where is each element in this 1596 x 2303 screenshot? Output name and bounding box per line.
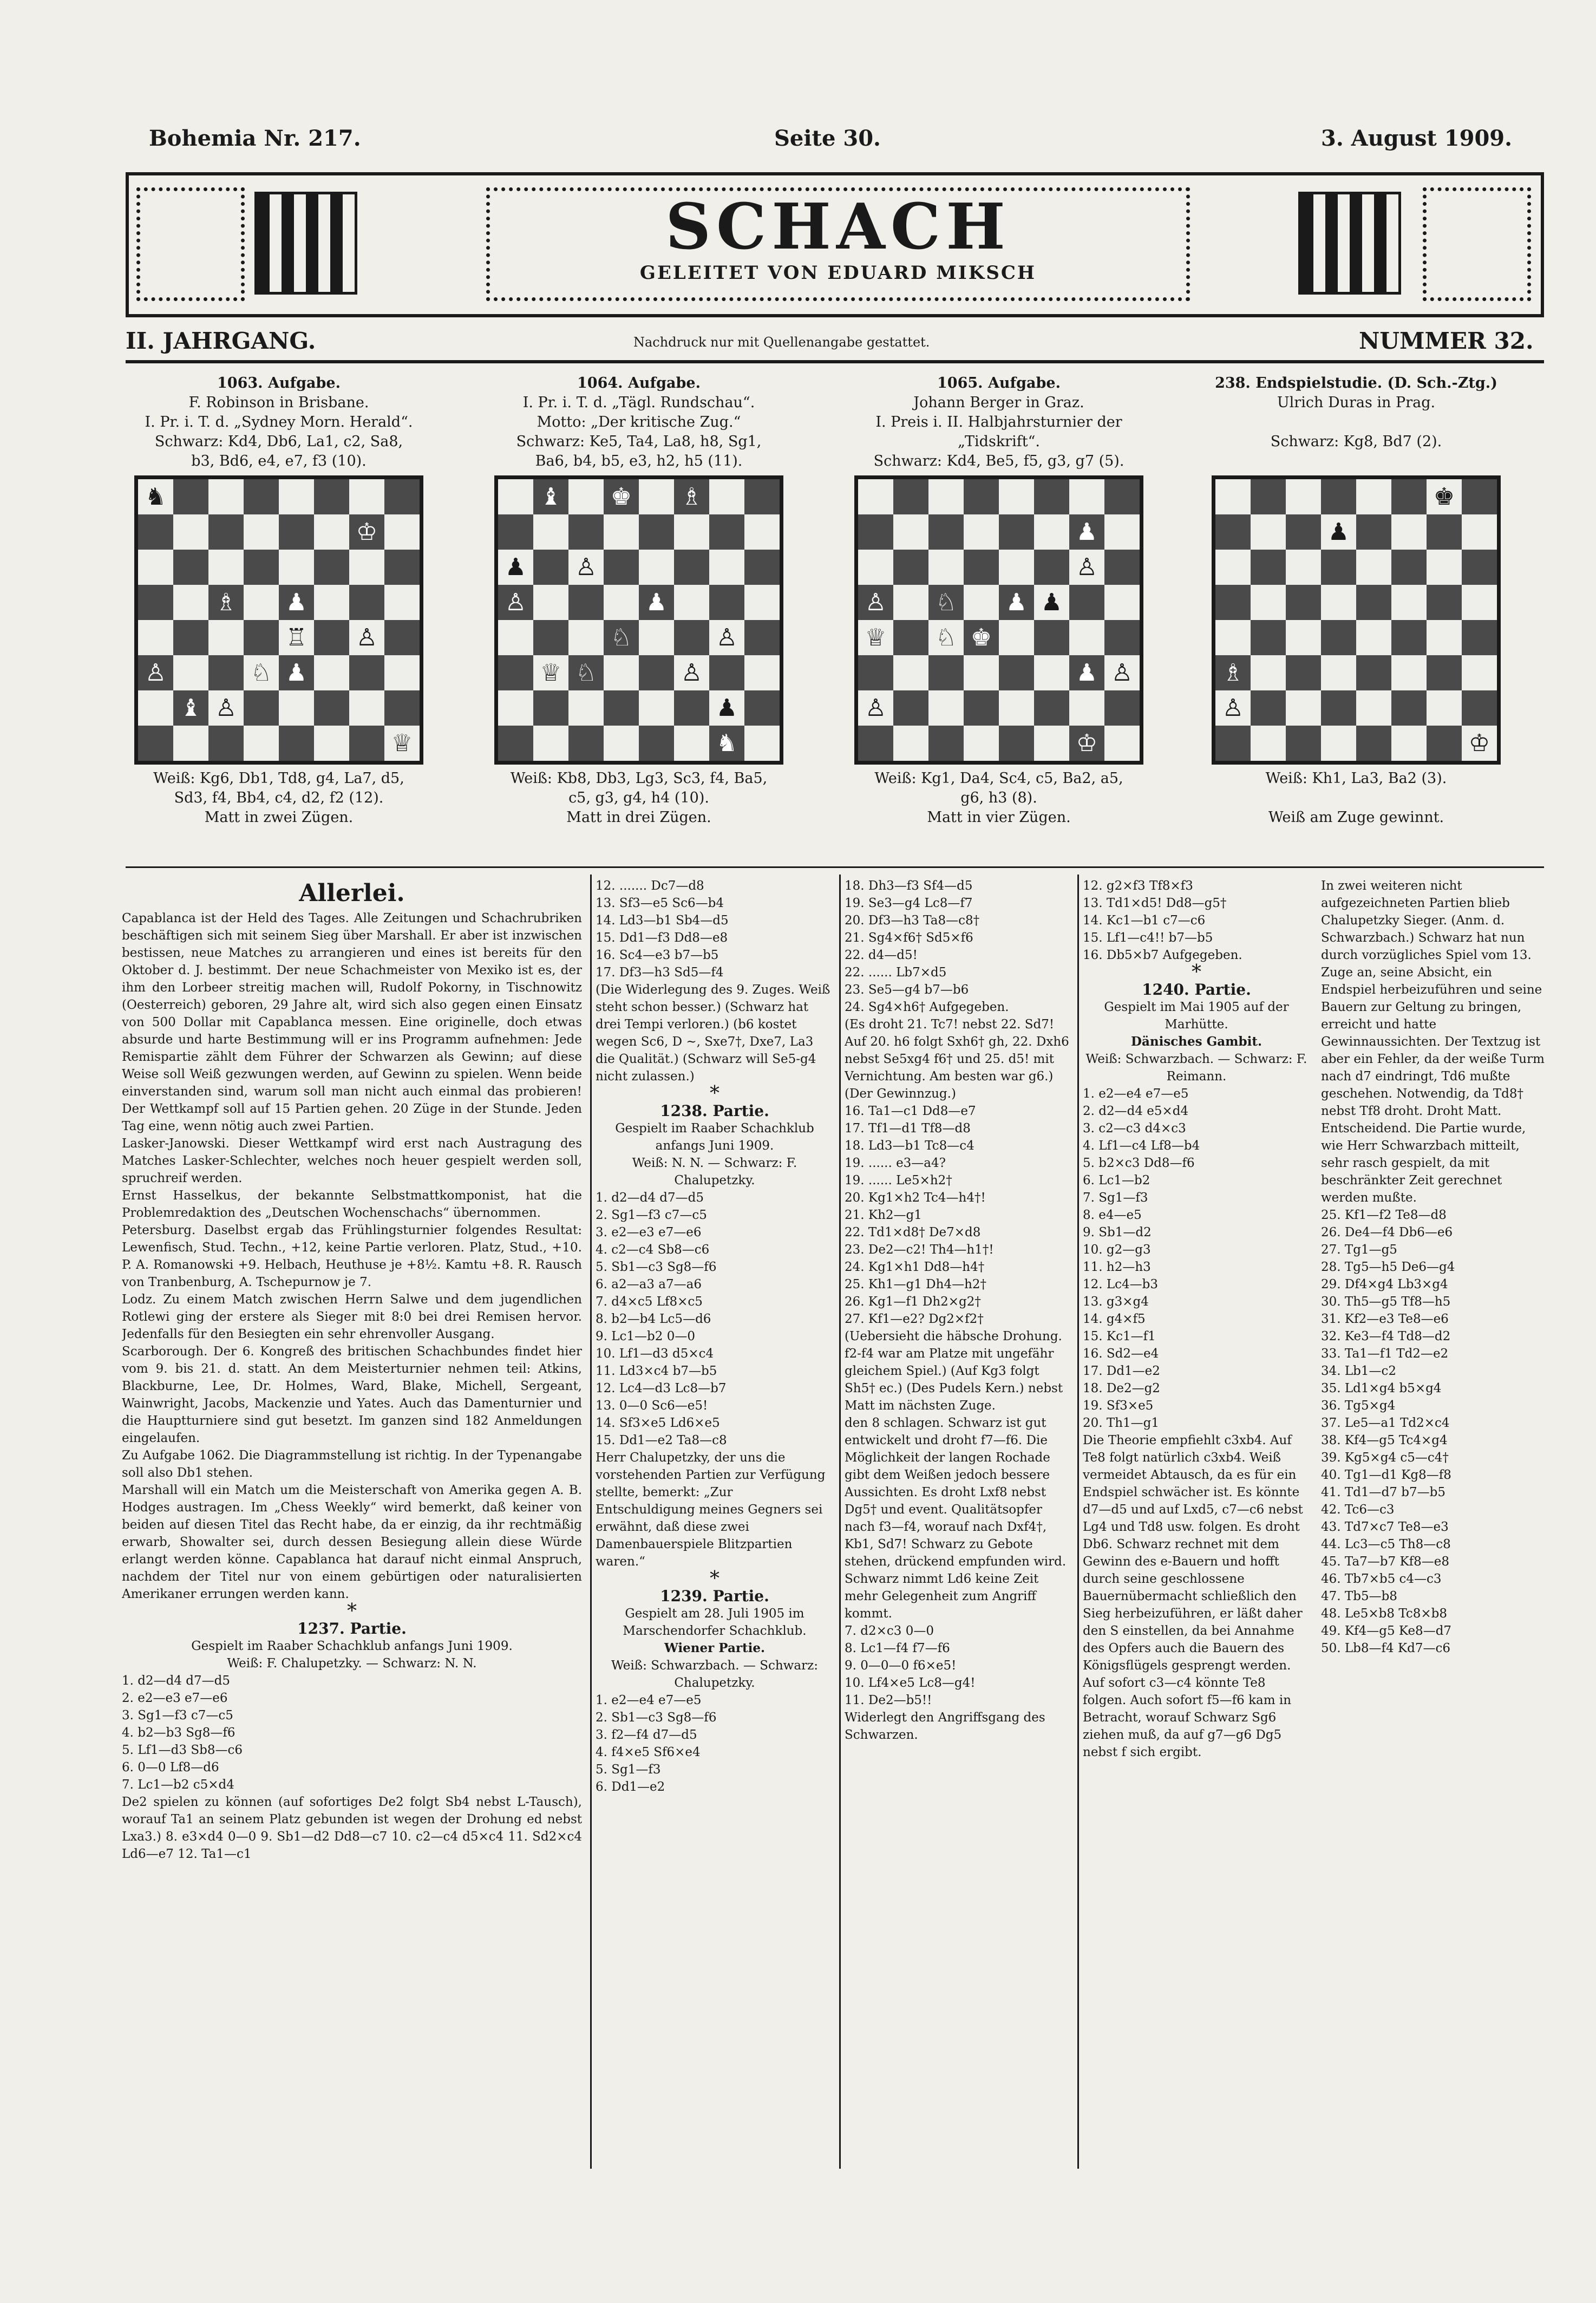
section-title: Allerlei. [299,879,405,907]
game-move: 8. Lc1—f4 f7—f6 [845,1641,950,1655]
game-move: 26. De4—f4 Db6—e6 [1321,1225,1453,1239]
issue-number: NUMMER 32. [1359,328,1534,354]
game-move: 13. g3×g4 [1083,1295,1149,1309]
problem-composer: Ulrich Duras in Prag. [1277,394,1436,411]
game-intro: Gespielt am 28. Juli 1905 im Marschendorfer Schachklub. [623,1607,807,1638]
column-1: Allerlei. Capablanca ist der Held des Tages. Alle Zeitungen und Schachrubriken beschäftigen sich mit seinem Sieg über Marshall. Er aber ist inzwischen bestissen, neue Matches zu arrangieren und eines ist bereits für den Oktober d. J. bestimmt. Der neue Schachmeister von Mexiko ist es, der ihm den Lorbeer streitig machen will, Rudolf Pokorny, in Tischnowitz (Oesterreich) geboren, 29 Jahre alt, wird sich also gegen einen Einsatz von 500 Dollar mit Capablanca messen. Eine originelle, doch etwas absurde und harte Bestimmung will er ins Programm aufnehmen: Jede Remispartie zählt dem Führer der Schwarzen als Gewinn; auf diese Weise soll Weiß gezwungen werden, auf Gewinn zu spielen. Wenn beide einverstanden sind, warum soll man nicht auch einmal das probieren! Der Wettkampf soll auf 15 Partien gehen. 20 Züge in der Stunde. Jeden Tag eine, wenn nötig auch zwei Partien. Lasker-Janowski. Dieser Wettkampf wird erst nach Austragung des Matches Lasker-Schlechter, welches noch heuer gespielt werden soll, spruchreif werden. Ernst Hasselkus, der bekannte Selbstmattkomponist, hat die Problemredaktion des „Deutschen Wochenschachs“ übernommen. Petersburg. Daselbst ergab das Frühlingsturnier folgendes Resultat: Lewenfisch, Stud. Techn., +12, keine Partie verloren. Platz, Stud., +10. P. A. Romanowski +9. Helbach, Heuthuse je +8½. Kamtu +8. R. Rausch von Tranbenburg, A. Tschepurnow je 7. Lodz. Zu einem Match zwischen Herrn Salwe und dem jugendlichen Rotlewi ging der erstere als Sieger mit 8:0 bei drei Remisen hervor. Jedenfalls für den Besiegten ein sehr ehrenvoller Ausgang. Scarborough. Der 6. Kongreß des britischen Schachbundes findet hier vom 9. bis 21. d. statt. An dem Meisterturnier nehmen teil: Atkins, Blackburne, Lee, Dr. Holmes, Ward, Blake, Michell, Sergeant, Wainwright, Jacobs, Mackenzie und Yates. Auch das Damenturnier und die Hauptturniere sind gut besetzt. Im ganzen sind 182 Anmeldungen eingelaufen. Zu Aufgabe 1062. Die Diagrammstellung ist richtig. In der Typenangabe soll also Db1 stehen. Marshall will ein Match um die Meisterschaft von Amerika gegen A. B. Hodges austragen. Im „Chess Weekly“ wird bemerkt, daß keiner von beiden auf diesen Titel das Recht habe, da er einzig, da ihr rechtmäßig erwarb, Showalter sei, durch dessen Besiegung allein diese Würde erlangt werden könne. Capablanca hat darauf nicht einmal Anspruch, nachdem der Titel nur von einem gebürtigen oder naturalisierten Amerikaner errungen werden kann. * 1237. Partie. Gespielt im Raaber Schachklub anfangs Juni 1909. Weiß: F. Chalupetzky. — Schwarz: N. N. 1. d2—d4 d7—d5 2. e2—e3 e7—e6 3. Sg1—f3 c7—c5 4. b2—b3 Sg8—f6 5. Lf1—d3 Sb8—c6 6. 0—0 Lf8—d6 7. Lc1—b2 c5×d4 De2 spielen zu können (auf sofortiges De2 folgt Sb4 nebst L-Tausch), worauf Ta1 an seinem Platz gebunden ist wegen der Drohung ed nebst Lxa3.) 8. e3×d4 0—0 9. Sb1—d2 Dd8—c7 10. c2—c4 d5×c4 11. Sd2×c4 Ld6—e7 12. Ta1—c1 [122,877,582,2166]
game-move: 13. 0—0 Sc6—e5! [596,1399,708,1413]
game-move: 39. Kg5×g4 c5—c4† [1321,1451,1449,1465]
problem-white-pieces-cont: c5, g3, g4, h4 (10). [568,790,709,806]
problem-white-pieces: Weiß: Kh1, La3, Ba2 (3). [1265,770,1447,787]
game-move: 4. Lf1—c4 Lf8—b4 [1083,1139,1200,1153]
game-move: 11. h2—h3 [1083,1260,1151,1274]
game-intro: Gespielt im Raaber Schachklub anfangs Juni 1909. [615,1121,814,1153]
chess-diagram: ♞ ♔ ♗ ♟ ♖ ♙ ♙ ♘ ♟ ♝ ♙ ♕ [134,475,423,765]
game-players: Weiß: Schwarzbach. — Schwarz: Chalupetzky. [611,1659,818,1690]
game-move: 7. Sg1—f3 [1083,1191,1148,1205]
problem-black-pieces: Schwarz: Kd4, Be5, f5, g3, g7 (5). [873,453,1124,469]
game-move: 26. Kg1—f1 Dh2×g2† [845,1295,981,1309]
problem-motto: Motto: „Der kritische Zug.“ [537,414,741,430]
game-move: 50. Lb8—f4 Kd7—c6 [1321,1641,1451,1655]
game-move: 9. Sb1—d2 [1083,1225,1152,1239]
game-intro: Gespielt im Raaber Schachklub anfangs Juni 1909. [191,1639,513,1653]
news-item: Ernst Hasselkus, der bekannte Selbstmattkomponist, hat die Problemredaktion des „Deutschen Wochenschachs“ übernommen. [122,1189,582,1220]
news-item: Capablanca ist der Held des Tages. Alle Zeitungen und Schachrubriken beschäftigen sich mit seinem Sieg über Marshall. Er aber ist inzwischen bestissen, neue Matches zu arrangieren und eines ist bereits für den Oktober d. J. bestimmt. Der neue Schachmeister von Mexiko ist es, der ihm den Lorbeer streitig machen will, Rudolf Pokorny, in Tischnowitz (Oesterreich) geboren, 29 Jahre alt, wird sich also gegen einen Einsatz von 500 Dollar mit Capablanca messen. Eine originelle, doch etwas absurde und harte Bestimmung will er ins Programm aufnehmen: Jede Remispartie zählt dem Führer der Schwarzen als Gewinn; auf diese Weise soll Weiß gezwungen werden, auf Gewinn zu spielen. Wenn beide einverstanden sind, warum soll man nicht auch einmal das probieren! Der Wettkampf soll auf 15 Partien gehen. 20 Züge in der Stunde. Jeden Tag eine, wenn nötig auch zwei Partien. [122,911,582,1133]
game-move: 3. c2—c3 d4×c3 [1083,1121,1186,1136]
game-move: 12. Lc4—d3 Lc8—b7 [596,1381,727,1395]
masthead-subtitle: GELEITET VON EDUARD MIKSCH [639,262,1037,284]
game-move: 29. Df4×g4 Lb3×g4 [1321,1277,1448,1291]
game-move: 34. Lb1—c2 [1321,1364,1397,1378]
game-move: 1. e2—e4 e7—e5 [596,1693,702,1707]
problem-source: I. Pr. i. T. d. „Tägl. Rundschau“. [522,394,755,411]
game-annotation: Die Theorie empfiehlt c3xb4. Auf Te8 folgt natürlich c3xb4. Weiß vermeidet Abtausch, da es für ein Endspiel schwächer ist. Es könnte d7—d5 und auf Lxd5, c7—c6 nebst Lg4 und Td8 usw. folgen. Es droht Db6. Schwarz rechnet mit dem Gewinn des e-Bauern und hofft durch seine geschlossene Bauernübermacht schließlich den Sieg herbeizuführen, er läßt daher den S einstellen, da bei Annahme des Opfers auch die Bauern des Königsflügels gesprengt werden. Auf sofort c3—c4 könnte Te8 folgen. Auch sofort f5—f6 kam in Betracht, worauf Schwarz Sg6 ziehen muß, da auf g7—g6 Dg5 nebst f sich ergibt. [1083,1433,1303,1759]
problem-source: I. Pr. i. T. d. „Sydney Morn. Herald“. [145,414,413,430]
game-move: 30. Th5—g5 Tf8—h5 [1321,1295,1451,1309]
game-move: 48. Le5×b8 Tc8×b8 [1321,1607,1448,1621]
problem-black-pieces-cont: b3, Bd6, e4, e7, f3 (10). [191,453,367,469]
game-move: 13. Td1×d5! Dd8—g5† [1083,896,1227,910]
problem-goal: Matt in zwei Zügen. [204,809,354,826]
game-move: 3. f2—f4 d7—d5 [596,1728,697,1742]
column-2: 12. ....... Dc7—d8 13. Sf3—e5 Sc6—b4 14. Ld3—b1 Sb4—d5 15. Dd1—f3 Dd8—e8 16. Sc4—e3 b7—b5 17. Df3—h3 Sd5—f4 (Die Widerlegung des 9. Zuges. Weiß steht schon besser.) (Schwarz hat drei Tempi verloren.) (b6 kostet wegen Sc6, D ~, Sxe7†, Dxe7, La3 die Qualität.) (Schwarz will Se5-g4 nicht zulassen.) * 1238. Partie. Gespielt im Raaber Schachklub anfangs Juni 1909. Weiß: N. N. — Schwarz: F. Chalupetzky. 1. d2—d4 d7—d5 2. Sg1—f3 c7—c5 3. e2—e3 e7—e6 4. c2—c4 Sb8—c6 5. Sb1—c3 Sg8—f6 6. a2—a3 a7—a6 7. d4×c5 Lf8×c5 8. b2—b4 Lc5—d6 9. Lc1—b2 0—0 10. Lf1—d3 d5×c4 11. Ld3×c4 b7—b5 12. Lc4—d3 Lc8—b7 13. 0—0 Sc6—e5! 14. Sf3×e5 Ld6×e5 15. Dd1—e2 Ta8—c8 Herr Chalupetzky, der uns die vorstehenden Partien zur Verfügung stellte, bemerkt: „Zur Entschuldigung meines Gegners sei erwähnt, daß diese zwei Damenbauerspiele Blitzpartien waren.“ * 1239. Partie. Gespielt am 28. Juli 1905 im Marschendorfer Schachklub. Wiener Partie. Weiß: Schwarzbach. — Schwarz: Chalupetzky. 1. e2—e4 e7—e5 2. Sb1—c3 Sg8—f6 3. f2—f4 d7—d5 4. f4×e5 Sf6×e4 5. Sg1—f3 6. Dd1—e2 [596,877,834,2166]
game-annotation: In zwei weiteren nicht aufgezeichneten Partien blieb Chalupetzky Sieger. (Anm. d. Schwarzbach.) Schwarz hat nun durch vorzügliches Spiel vom 13. Zuge an, seine Absicht, ein Endspiel herbeizuführen und seine Bauern zur Geltung zu bringen, erreicht und hatte Gewinnaussichten. Der Textzug ist aber ein Fehler, da der weiße Turm nach d7 eindringt, Td6 mußte geschehen. Notwendig, da Td8† nebst Tf8 droht. Droht Matt. Entscheidend. Die Partie wurde, wie Herr Schwarzbach mitteilt, sehr rasch gespielt, da mit beschränkter Zeit gerechnet werden mußte. [1321,879,1545,1205]
game-move: 17. Dd1—e2 [1083,1364,1160,1378]
game-move: 33. Ta1—f1 Td2—e2 [1321,1347,1449,1361]
game-annotation: Widerlegt den Angriffsgang des Schwarzen. [845,1711,1045,1742]
game-move: 7. d4×c5 Lf8×c5 [596,1295,703,1309]
game-move: 4. b2—b3 Sg8—f6 [122,1726,236,1740]
game-move: 25. Kh1—g1 Dh4—h2† [845,1277,987,1291]
problem-source: I. Preis i. II. Halbjahrsturnier der [875,414,1122,430]
game-move: 16. Sc4—e3 b7—b5 [596,948,719,962]
problem-source-cont: „Tidskrift“. [958,433,1040,450]
problem-white-pieces: Weiß: Kb8, Db3, Lg3, Sc3, f4, Ba5, [510,770,768,787]
game-move: 6. Dd1—e2 [596,1780,665,1794]
game-move: 18. De2—g2 [1083,1381,1160,1395]
problem-goal: Matt in drei Zügen. [566,809,711,826]
problem-goal: Weiß am Zuge gewinnt. [1268,809,1444,826]
running-head-left: Bohemia Nr. 217. [149,126,361,151]
game-move: 21. Sg4×f6† Sd5×f6 [845,931,973,945]
game-move: 37. Le5—a1 Td2×c4 [1321,1416,1450,1430]
game-move: 35. Ld1×g4 b5×g4 [1321,1381,1442,1395]
game-annotation: (Die Widerlegung des 9. Zuges. Weiß steht schon besser.) (Schwarz hat drei Tempi verloren.) (b6 kostet wegen Sc6, D ~, Sxe7†, Dxe7, La3 die Qualität.) (Schwarz will Se5-g4 nicht zulassen.) [596,983,830,1084]
game-move: 11. Ld3×c4 b7—b5 [596,1364,717,1378]
reprint-notice: Nachdruck nur mit Quellenangabe gestattet. [633,335,930,350]
game-move: 41. Td1—d7 b7—b5 [1321,1485,1445,1499]
news-item: Petersburg. Daselbst ergab das Frühlingsturnier folgendes Resultat: Lewenfisch, Stud. Techn., +12, keine Partie verloren. Platz, Stud., +10. P. A. Romanowski +9. Helbach, Heuthuse je +8½. Kamtu +8. R. Rausch von Tranbenburg, A. Tschepurnow je 7. [122,1223,582,1289]
game-move: 10. g2—g3 [1083,1243,1151,1257]
column-4b [1321,877,1548,2166]
game-move: 18. Dh3—f3 Sf4—d5 [845,879,973,893]
news-item: Marshall will ein Match um die Meisterschaft von Amerika gegen A. B. Hodges austragen. Im „Chess Weekly“ wird bemerkt, daß keiner von beiden auf diesen Titel das Recht habe, da er einzig, da ihr rechtmäßig erwarb, Showalter sei, durch dessen Besiegung allein diese Würde erlangt werden könne. Capablanca hat darauf nicht einmal Anspruch, nachdem der Titel nur von einem gebürtigen oder naturalisierten Amerikaner errungen werden kann. [122,1483,582,1601]
news-item: Lasker-Janowski. Dieser Wettkampf wird erst nach Austragung des Matches Lasker-Schlechter, welches noch heuer gespielt werden soll, spruchreif werden. [122,1137,582,1185]
game-intro: Gespielt im Mai 1905 auf der Marhütte. [1104,1000,1289,1032]
game-move: 14. g4×f5 [1083,1312,1146,1326]
chessboard-logo-right [1298,192,1401,295]
game-players: Weiß: N. N. — Schwarz: F. Chalupetzky. [632,1156,797,1188]
game-title: 1237. Partie. [297,1620,407,1637]
game-move: 1. d2—d4 d7—d5 [596,1191,704,1205]
game-annotation: (Es droht 21. Tc7! nebst 22. Sd7! Auf 20. h6 folgt Sxh6† gh, 22. Dxh6 nebst Se5xg4 f6† und 25. d5! mit Vernichtung. Am besten war g6.) (Der Gewinnzug.) [845,1017,1069,1101]
problem-black-pieces-cont: Ba6, b4, b5, e3, h2, h5 (11). [535,453,743,469]
problem-white-pieces-cont: g6, h3 (8). [960,790,1037,806]
game-move: 1. e2—e4 e7—e5 [1083,1087,1189,1101]
running-head-page: Seite 30. [774,126,881,151]
game-title: 1240. Partie. [1142,981,1251,999]
game-move: 20. Df3—h3 Ta8—c8† [845,914,980,928]
game-move: 1. d2—d4 d7—d5 [122,1674,230,1688]
game-move: 47. Tb5—b8 [1321,1589,1397,1603]
game-move: 9. 0—0—0 f6×e5! [845,1659,957,1673]
game-move: 45. Ta7—b7 Kf8—e8 [1321,1555,1450,1569]
game-move: 17. Df3—h3 Sd5—f4 [596,965,724,980]
game-move: 17. Tf1—d1 Tf8—d8 [845,1121,971,1136]
problem-white-pieces: Weiß: Kg1, Da4, Sc4, c5, Ba2, a5, [874,770,1123,787]
game-move: 23. De2—c2! Th4—h1†! [845,1243,994,1257]
game-move: 20. Th1—g1 [1083,1416,1160,1430]
game-annotation: (Uebersieht die häbsche Drohung. f2-f4 war am Platze mit ungefähr gleichem Spiel.) (Auf Kg3 folgt Sh5† ec.) (Des Pudels Kern.) nebst Matt im nächsten Zuge. [845,1329,1063,1413]
game-move: 36. Tg5×g4 [1321,1399,1396,1413]
game-move: 21. Kh2—g1 [845,1208,922,1222]
problem-goal: Matt in vier Zügen. [927,809,1071,826]
chess-diagram: ♝ ♚ ♗ ♟ ♙ ♙ ♟ ♘ ♙ ♕ ♘ ♙ ♟ ♞ [494,475,783,765]
game-move: 10. Lf1—d3 d5×c4 [596,1347,714,1361]
game-move: 7. Lc1—b2 c5×d4 [122,1778,234,1792]
game-move: 46. Tb7×b5 c4—c3 [1321,1572,1442,1586]
game-move: 27. Tg1—g5 [1321,1243,1397,1257]
game-move: 19. Sf3×e5 [1083,1399,1154,1413]
game-annotation: De2 spielen zu können (auf sofortiges De2 folgt Sb4 nebst L-Tausch), worauf Ta1 an seinem Platz gebunden ist wegen der Drohung ed nebst Lxa3.) 8. e3×d4 0—0 9. Sb1—d2 Dd8—c7 10. c2—c4 d5×c4 11. Sd2×c4 Ld6—e7 12. Ta1—c1 [122,1795,582,1861]
game-move: 4. f4×e5 Sf6×e4 [596,1745,701,1759]
game-move: 13. Sf3—e5 Sc6—b4 [596,896,724,910]
masthead [126,172,1544,317]
column-4a: 12. g2×f3 Tf8×f3 13. Td1×d5! Dd8—g5† 14. Kc1—b1 c7—c6 15. Lf1—c4!! b7—b5 16. Db5×b7 Aufgegeben. * 1240. Partie. Gespielt im Mai 1905 auf der Marhütte. Dänisches Gambit. Weiß: Schwarzbach. — Schwarz: F. Reimann. 1. e2—e4 e7—e5 2. d2—d4 e5×d4 3. c2—c3 d4×c3 4. Lf1—c4 Lf8—b4 5. b2×c3 Dd8—f6 6. Lc1—b2 7. Sg1—f3 8. e4—e5 9. Sb1—d2 10. g2—g3 11. h2—h3 12. Lc4—b3 13. g3×g4 14. g4×f5 15. Kc1—f1 16. Sd2—e4 17. Dd1—e2 18. De2—g2 19. Sf3×e5 20. Th1—g1 Die Theorie empfiehlt c3xb4. Auf Te8 folgt natürlich c3xb4. Weiß vermeidet Abtausch, da es für ein Endspiel schwächer ist. Es könnte d7—d5 und auf Lxd5, c7—c6 nebst Lg4 und Td8 usw. folgen. Es droht Db6. Schwarz rechnet mit dem Gewinn des e-Bauern und hofft durch seine geschlossene Bauernübermacht schließlich den Sieg herbeizuführen, er läßt daher den S einstellen, da bei Annahme des Opfers auch die Bauern des Königsflügels gesprengt werden. Auf sofort c3—c4 könnte Te8 folgen. Auch sofort f5—f6 kam in Betracht, worauf Schwarz Sg6 ziehen muß, da auf g7—g6 Dg5 nebst f sich ergibt. [1083,877,1310,2166]
game-move: 5. Sg1—f3 [596,1763,661,1777]
game-players: Weiß: Schwarzbach. — Schwarz: F. Reimann. [1085,1052,1307,1084]
game-move: 10. Lf4×e5 Lc8—g4! [845,1676,976,1690]
problem-title: 1064. Aufgabe. [577,375,701,392]
problem-title: 1065. Aufgabe. [937,375,1061,392]
problem-1065 [809,374,1188,827]
game-move: 16. Ta1—c1 Dd8—e7 [845,1104,976,1118]
game-move: 19. ...... e3—a4? [845,1156,946,1170]
game-move: 14. Ld3—b1 Sb4—d5 [596,914,729,928]
game-move: 16. Sd2—e4 [1083,1347,1159,1361]
game-move: 5. Lf1—d3 Sb8—c6 [122,1743,243,1757]
game-move: 42. Tc6—c3 [1321,1503,1395,1517]
game-annotation: den 8 schlagen. Schwarz ist gut entwickelt und droht f7—f6. Die Möglichkeit der langen Rochade gibt dem Weißen jedoch bessere Aussichten. Es droht Lxf8 nebst Dg5† und event. Qualitätsopfer nach f3—f4, worauf nach Dxf4†, Kb1, Sd7! Schwarz zu Gebote stehen, drückend empfunden wird. Schwarz nimmt Ld6 keine Zeit mehr Gelegenheit zum Angriff kommt. [845,1416,1067,1621]
news-item: Scarborough. Der 6. Kongreß des britischen Schachbundes findet hier vom 9. bis 21. d. statt. An dem Meisterturnier nehmen teil: Atkins, Blackburne, Lee, Dr. Holmes, Ward, Blake, Michell, Sergeant, Wainwright, Jacobs, Mackenzie und Yates. Auch das Damenturnier und die Hauptturniere sind gut besetzt. Im ganzen sind 182 Anmeldungen eingelaufen. [122,1345,582,1445]
game-comment: Herr Chalupetzky, der uns die vorstehenden Partien zur Verfügung stellte, bemerkt: „Zur Entschuldigung meines Gegners sei erwähnt, daß diese zwei Damenbauerspiele Blitzpartien waren.“ [596,1451,826,1569]
game-title: 1239. Partie. [660,1587,769,1605]
game-move: 32. Ke3—f4 Td8—d2 [1321,1329,1451,1343]
running-head-date: 3. August 1909. [1321,126,1513,151]
game-move: 49. Kf4—g5 Ke8—d7 [1321,1624,1452,1638]
game-move: 8. b2—b4 Lc5—d6 [596,1312,711,1326]
masthead-title: SCHACH [665,190,1011,264]
game-move: 38. Kf4—g5 Tc4×g4 [1321,1433,1448,1447]
game-move: 25. Kf1—f2 Te8—d8 [1321,1208,1447,1222]
game-move: 27. Kf1—e2? Dg2×f2† [845,1312,984,1326]
game-move: 2. Sg1—f3 c7—c5 [596,1208,707,1222]
game-move: 24. Kg1×h1 Dd8—h4† [845,1260,985,1274]
game-move: 31. Kf2—e3 Te8—e6 [1321,1312,1449,1326]
volume-label: II. JAHRGANG. [126,328,316,354]
problem-title: 1063. Aufgabe. [217,375,341,392]
game-move: 14. Sf3×e5 Ld6×e5 [596,1416,720,1430]
game-move: 44. Lc3—c5 Th8—c8 [1321,1537,1451,1551]
problem-white-pieces: Weiß: Kg6, Db1, Td8, g4, La7, d5, [153,770,404,787]
game-move: 6. Lc1—b2 [1083,1173,1150,1188]
game-move: 19. Se3—g4 Lc8—f7 [845,896,973,910]
game-move: 15. Lf1—c4!! b7—b5 [1083,931,1213,945]
problem-title: 238. Endspielstudie. (D. Sch.-Ztg.) [1215,375,1497,392]
game-move: 23. Se5—g4 b7—b6 [845,983,969,997]
game-players: Weiß: F. Chalupetzky. — Schwarz: N. N. [227,1656,477,1671]
news-item: Zu Aufgabe 1062. Die Diagrammstellung ist richtig. In der Typenangabe soll also Db1 stehen. [122,1449,582,1480]
game-move: 5. b2×c3 Dd8—f6 [1083,1156,1195,1170]
game-move: 9. Lc1—b2 0—0 [596,1329,695,1343]
game-title: 1238. Partie. [660,1102,769,1120]
problem-composer: F. Robinson in Brisbane. [188,394,369,411]
game-move: 22. ...... Lb7×d5 [845,965,947,980]
game-move: 15. Dd1—f3 Dd8—e8 [596,931,728,945]
game-move: 20. Kg1×h2 Tc4—h4†! [845,1191,986,1205]
game-move: 3. e2—e3 e7—e6 [596,1225,702,1239]
game-move: 12. g2×f3 Tf8×f3 [1083,879,1193,893]
game-move: 6. a2—a3 a7—a6 [596,1277,702,1291]
chess-diagram: ♚ ♟ ♗ ♙ ♔ [1212,475,1501,765]
game-move: 15. Dd1—e2 Ta8—c8 [596,1433,727,1447]
problem-black-pieces: Schwarz: Kd4, Db6, La1, c2, Sa8, [154,433,403,450]
game-move: 2. d2—d4 e5×d4 [1083,1104,1189,1118]
game-move: 18. Ld3—b1 Tc8—c4 [845,1139,974,1153]
game-move: 5. Sb1—c3 Sg8—f6 [596,1260,717,1274]
game-move: 11. De2—b5!! [845,1693,932,1707]
problem-black-pieces: Schwarz: Ke5, Ta4, La8, h8, Sg1, [516,433,762,450]
game-move: 4. c2—c4 Sb8—c6 [596,1243,710,1257]
problem-1063 [89,374,468,827]
problem-white-pieces-cont: Sd3, f4, Bb4, c4, d2, f2 (12). [174,790,384,806]
game-move: 40. Tg1—d1 Kg8—f8 [1321,1468,1451,1482]
game-opening: Dänisches Gambit. [1131,1034,1262,1049]
game-move: 16. Db5×b7 Aufgegeben. [1083,948,1242,962]
problem-1064 [449,374,828,827]
game-move: 15. Kc1—f1 [1083,1329,1156,1343]
game-move: 6. 0—0 Lf8—d6 [122,1760,219,1774]
game-move: 8. e4—e5 [1083,1208,1142,1222]
game-move: 12. ....... Dc7—d8 [596,879,704,893]
game-move: 2. e2—e3 e7—e6 [122,1691,228,1705]
game-move: 14. Kc1—b1 c7—c6 [1083,914,1206,928]
problem-composer: Johann Berger in Graz. [913,394,1084,411]
game-move: 24. Sg4×h6† Aufgegeben. [845,1000,1009,1014]
game-move: 19. ...... Le5×h2† [845,1173,952,1188]
game-move: 3. Sg1—f3 c7—c5 [122,1708,233,1723]
game-move: 7. d2×c3 0—0 [845,1624,934,1638]
game-move: 22. d4—d5! [845,948,918,962]
chess-diagram: ♟ ♙ ♙ ♘ ♟ ♟ ♕ ♘ ♚ ♟ ♙ ♙ ♔ [854,475,1143,765]
game-move: 12. Lc4—b3 [1083,1277,1159,1291]
chessboard-logo-left [254,192,357,295]
news-item: Lodz. Zu einem Match zwischen Herrn Salwe und dem jugendlichen Rotlewi ging der erstere als Sieger mit 8:0 bei drei Remisen hervor. Jedenfalls für den Besiegten ein sehr ehrenvoller Ausgang. [122,1293,582,1341]
game-move: 22. Td1×d8† De7×d8 [845,1225,981,1239]
endgame-study-238 [1167,374,1546,827]
game-move: 28. Tg5—h5 De6—g4 [1321,1260,1455,1274]
column-3 [845,877,1072,2166]
game-move: 43. Td7×c7 Te8—e3 [1321,1520,1449,1534]
problem-black-pieces: Schwarz: Kg8, Bd7 (2). [1270,433,1442,450]
game-opening: Wiener Partie. [664,1641,765,1655]
game-move: 2. Sb1—c3 Sg8—f6 [596,1711,717,1725]
